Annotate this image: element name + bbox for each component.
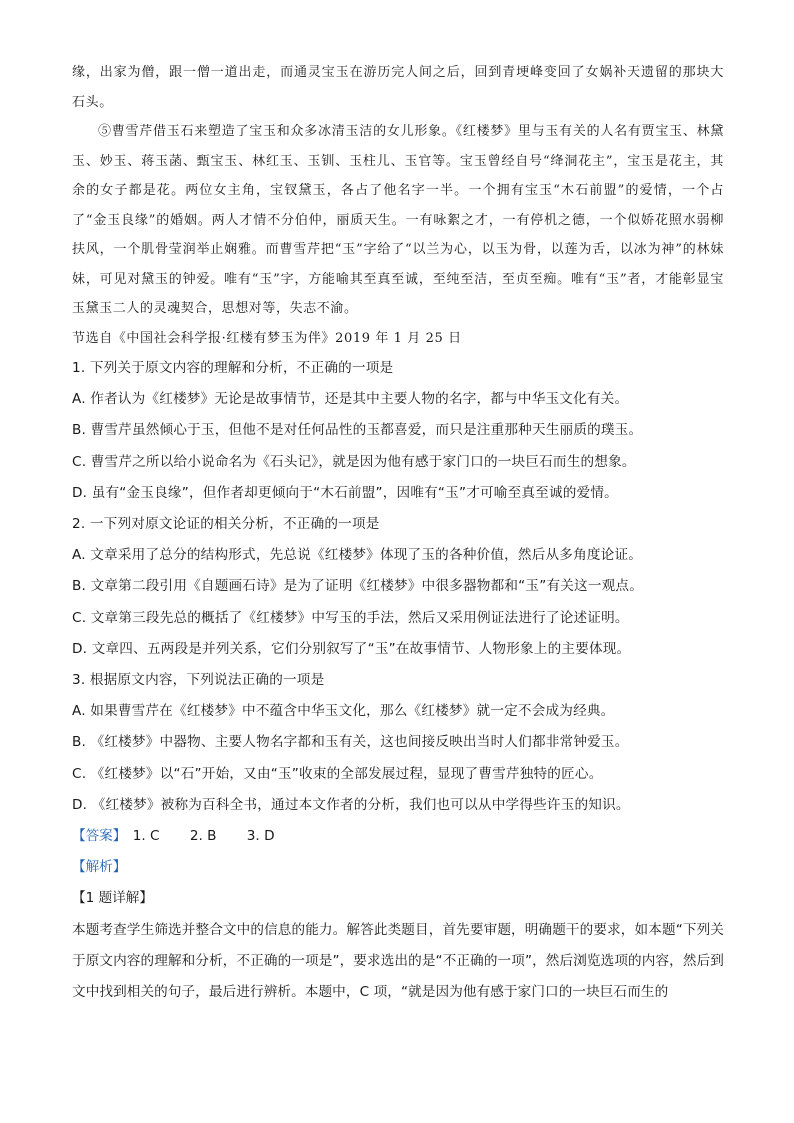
question-2 bbox=[72, 509, 724, 665]
question-1-option-c: C. 曹雪芹之所以给小说命名为《石头记》，就是因为他有感于家门口的一块巨石而生的想象。 bbox=[72, 453, 636, 470]
analysis-label: 【解析】 bbox=[72, 859, 127, 876]
question-3-option-b: B. 《红楼梦》中器物、主要人物名字都和玉有关，这也间接反映出当时人们都非常钟爱玉。 bbox=[72, 734, 629, 751]
analysis-detail bbox=[72, 915, 724, 1009]
question-1-stem: 1. 下列关于原文内容的理解和分析，不正确的一项是 bbox=[72, 360, 394, 376]
answer-label: 【答案】 bbox=[72, 828, 127, 845]
question-2-option-c: C. 文章第三段先总的概括了《红楼梦》中写玉的手法，然后又采用例证法进行了论述证明。 bbox=[72, 609, 629, 626]
question-2-option-d: D. 文章四、五两段是并列关系，它们分别叙写了“玉”在故事情节、人物形象上的主要体现。 bbox=[72, 640, 631, 657]
question-3-option-d: D. 《红楼梦》被称为百科全书，通过本文作者的分析，我们也可以从中学得些许玉的知识。 bbox=[72, 796, 630, 813]
answer-line bbox=[72, 821, 724, 852]
answer-item-2: 2. B bbox=[189, 828, 217, 845]
passage-paragraph-5: ⑤曹雪芹借玉石来塑造了宝玉和众多冰清玉洁的女儿形象。《红楼梦》里与玉有关的人名有贾宝玉、林黛玉、妙玉、蒋玉菡、甄宝玉、林红玉、玉钏、玉柱儿、玉官等。宝玉曾经自号“绛洞花主”，宝玉是花主，其余的女子都是花。两位女主角，宝钗黛玉，各占了他名字一半。一个拥有宝玉“木石前盟”的爱情，一个占了“金玉良缘”的婚姻。两人才情不分伯仲，丽质天生。一有咏絮之才，一有停机之德，一个似娇花照水弱柳扶风，一个肌骨莹润举止娴雅。而曹雪芹把“玉”字给了“以兰为心，以玉为骨，以莲为舌，以冰为神”的林妹妹，可见对黛玉的钟爱。唯有“玉”字，方能喻其至真至诚，至纯至洁，至贞至痴。唯有“玉”者，才能彰显宝玉黛玉二人的灵魂契合，思想对等，失志不渝。 bbox=[72, 124, 724, 316]
reading-passage bbox=[72, 58, 724, 353]
question-3-option-a: A. 如果曹雪芹在《红楼梦》中不蕴含中华玉文化，那么《红楼梦》就一定不会成为经典。 bbox=[72, 703, 615, 720]
question-1-option-b: B. 曹雪芹虽然倾心于玉，但他不是对任何品性的玉都喜爱，而只是注重那种天生丽质的璞玉。 bbox=[72, 422, 643, 439]
question-3-stem: 3. 根据原文内容，下列说法正确的一项是 bbox=[72, 672, 325, 689]
question-1-option-d: D. 虽有“金玉良缘”，但作者却更倾向于“木石前盟”，因唯有“玉”才可喻至真至诚的爱情。 bbox=[72, 484, 618, 501]
question-2-option-b: B. 文章第二段引用《自题画石诗》是为了证明《红楼梦》中很多器物都和“玉”有关这一观点。 bbox=[72, 578, 644, 595]
detail-heading: 【1 题详解】 bbox=[72, 890, 153, 907]
document-page bbox=[72, 58, 724, 1008]
answer-section bbox=[72, 821, 724, 915]
passage-source: 节选自《中国社会科学报·红楼有梦玉为伴》2019 年 1 月 25 日 bbox=[72, 330, 462, 346]
question-1-option-a: A. 作者认为《红楼梦》无论是故事情节，还是其中主要人物的名字，都与中华玉文化有关。 bbox=[72, 391, 629, 408]
question-list bbox=[72, 353, 724, 821]
answer-item-1: 1. C bbox=[132, 828, 160, 845]
passage-paragraph-4-tail: 缘，出家为僧，跟一僧一道出走，而通灵宝玉在游历完人间之后，回到青埂峰变回了女娲补天遗留的那块大石头。 bbox=[72, 65, 724, 110]
detail-text: 本题考查学生筛选并整合文中的信息的能力。解答此类题目，首先要审题，明确题干的要求，如本题“下列关于原文内容的理解和分析，不正确的一项是”，要求选出的是“不正确的一项”，然后浏览选项的内容，然后到文中找到相关的句子，最后进行辨析。本题中，C 项，“就是因为他有感于家门口的一块巨石而生的 bbox=[72, 921, 724, 1001]
question-2-option-a: A. 文章采用了总分的结构形式，先总说《红楼梦》体现了玉的各种价值，然后从多角度论证。 bbox=[72, 547, 643, 564]
question-2-stem: 2. 一下列对原文论证的相关分析，不正确的一项是 bbox=[72, 516, 380, 533]
question-3 bbox=[72, 665, 724, 821]
answer-item-3: 3. D bbox=[246, 828, 275, 845]
question-3-option-c: C. 《红楼梦》以“石”开始，又由“玉”收束的全部发展过程，显现了曹雪芹独特的匠心。 bbox=[72, 765, 603, 782]
question-1 bbox=[72, 353, 724, 509]
